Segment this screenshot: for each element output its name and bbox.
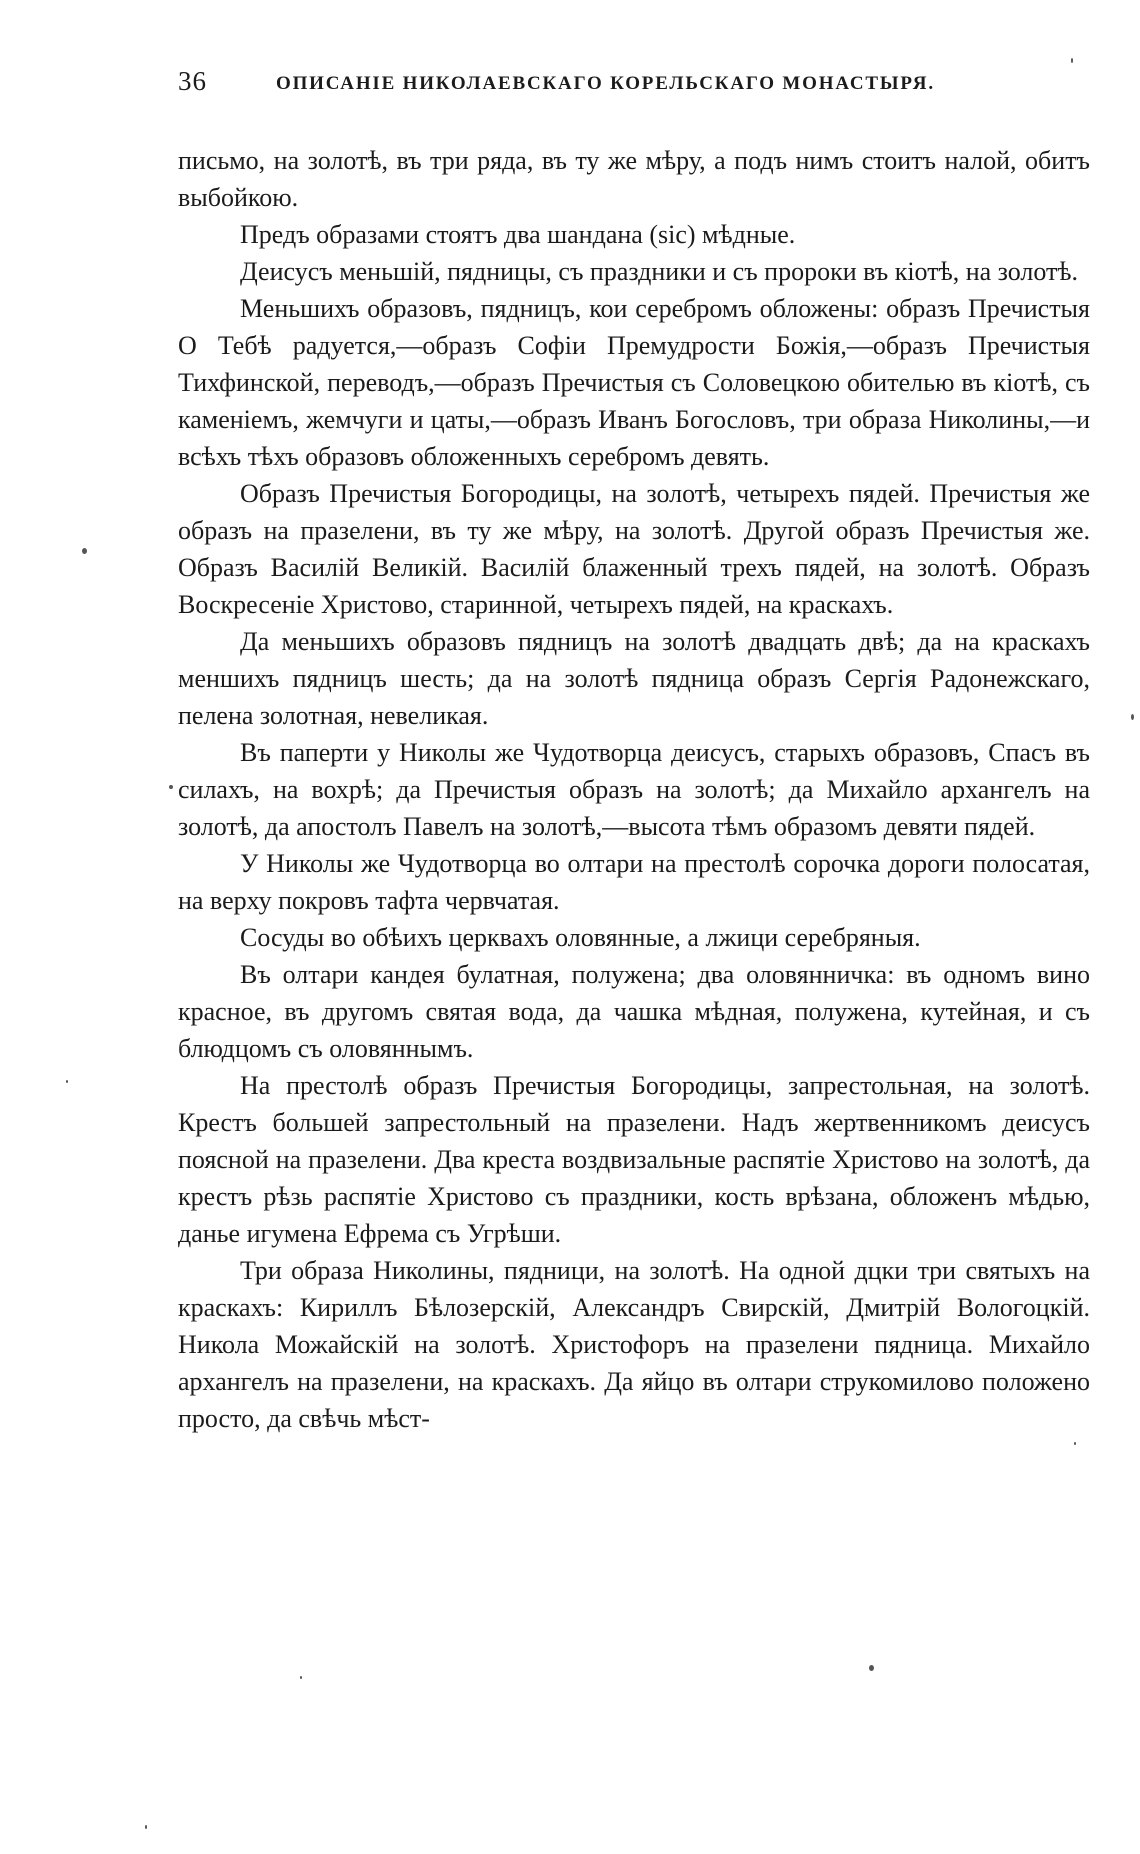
paragraph: У Николы же Чудотворца во олтари на престолѣ сорочка дороги полосатая, на верху покровъ тафта червчатая. (178, 849, 1090, 915)
scan-speck (66, 1080, 68, 1083)
body-text (178, 142, 1090, 1437)
scan-speck (1074, 1442, 1076, 1445)
paragraph: Деисусъ меньшій, пядницы, съ праздники и съ пророки въ кіотѣ, на золотѣ. (240, 257, 1079, 286)
paragraph: Въ олтари кандея булатная, полужена; два оловянничка: въ одномъ вино красное, въ другомъ святая вода, да чашка мѣдная, полужена, кутейная, и съ блюдцомъ съ оловяннымъ. (178, 960, 1090, 1063)
page-number: 36 (178, 66, 207, 96)
scan-speck (869, 1665, 874, 1671)
scan-speck (145, 1825, 147, 1829)
paragraph-continuation: письмо, на золотѣ, въ три ряда, въ ту же мѣру, а подъ нимъ стоитъ налой, обитъ выбойкою. (178, 146, 1090, 212)
scan-speck (82, 548, 87, 554)
paragraph: Сосуды во обѣихъ церквахъ оловянные, а лжици серебряныя. (240, 923, 921, 952)
scan-speck (169, 785, 173, 789)
scan-speck (1131, 714, 1134, 720)
paragraph: На престолѣ образъ Пречистыя Богородицы, запрестольная, на золотѣ. Крестъ большей запрестольный на празелени. Надъ жертвенникомъ деисусъ поясной на празелени. Два креста воздвизальные распятіе Христово на золотѣ, да крестъ рѣзь распятіе Христово съ праздники, кость врѣзана, обложенъ мѣдью, данье игумена Ефрема съ Угрѣши. (178, 1071, 1090, 1248)
running-title: ОПИСАНІЕ НИКОЛАЕВСКАГО КОРЕЛЬСКАГО МОНАСТЫРЯ. (276, 73, 935, 94)
scan-speck (300, 1676, 302, 1679)
paragraph: Меньшихъ образовъ, пядницъ, кои серебромъ обложены: образъ Пречистыя О Тебѣ радуется,—образъ Софіи Премудрости Божія,—образъ Пречистыя Тихфинской, переводъ,—образъ Пречистыя съ Соловецкою обителью въ кіотѣ, съ каменіемъ, жемчуги и цаты,—образъ Иванъ Богословъ, три образа Николины,—и всѣхъ тѣхъ образовъ обложенныхъ серебромъ девять. (178, 294, 1090, 471)
paragraph: Предъ образами стоятъ два шандана (sic) мѣдные. (240, 220, 796, 249)
running-head (178, 66, 1090, 106)
scan-speck (1071, 58, 1073, 63)
paragraph: Да меньшихъ образовъ пядницъ на золотѣ двадцать двѣ; да на краскахъ меншихъ пядницъ шесть; да на золотѣ пядница образъ Сергія Радонежскаго, пелена золотная, невеликая. (178, 627, 1090, 730)
paragraph: Въ паперти у Николы же Чудотворца деисусъ, старыхъ образовъ, Спасъ въ силахъ, на вохрѣ; да Пречистыя образъ на золотѣ; да Михайло архангелъ на золотѣ, да апостолъ Павелъ на золотѣ,—высота тѣмъ образомъ девяти пядей. (178, 738, 1090, 841)
paragraph: Три образа Николины, пядници, на золотѣ. На одной дцки три святыхъ на краскахъ: Кириллъ Бѣлозерскій, Александръ Свирскій, Дмитрій Вологоцкій. Никола Можайскій на золотѣ. Христофоръ на празелени пядница. Михайло архангелъ на празелени, на краскахъ. Да яйцо въ олтари струкомилово положено просто, да свѣчь мѣст- (178, 1256, 1090, 1433)
paragraph: Образъ Пречистыя Богородицы, на золотѣ, четырехъ пядей. Пречистыя же образъ на празелени, въ ту же мѣру, на золотѣ. Другой образъ Пречистыя же. Образъ Василій Великій. Василій блаженный трехъ пядей, на золотѣ. Образъ Воскресеніе Христово, старинной, четырехъ пядей, на краскахъ. (178, 479, 1090, 619)
